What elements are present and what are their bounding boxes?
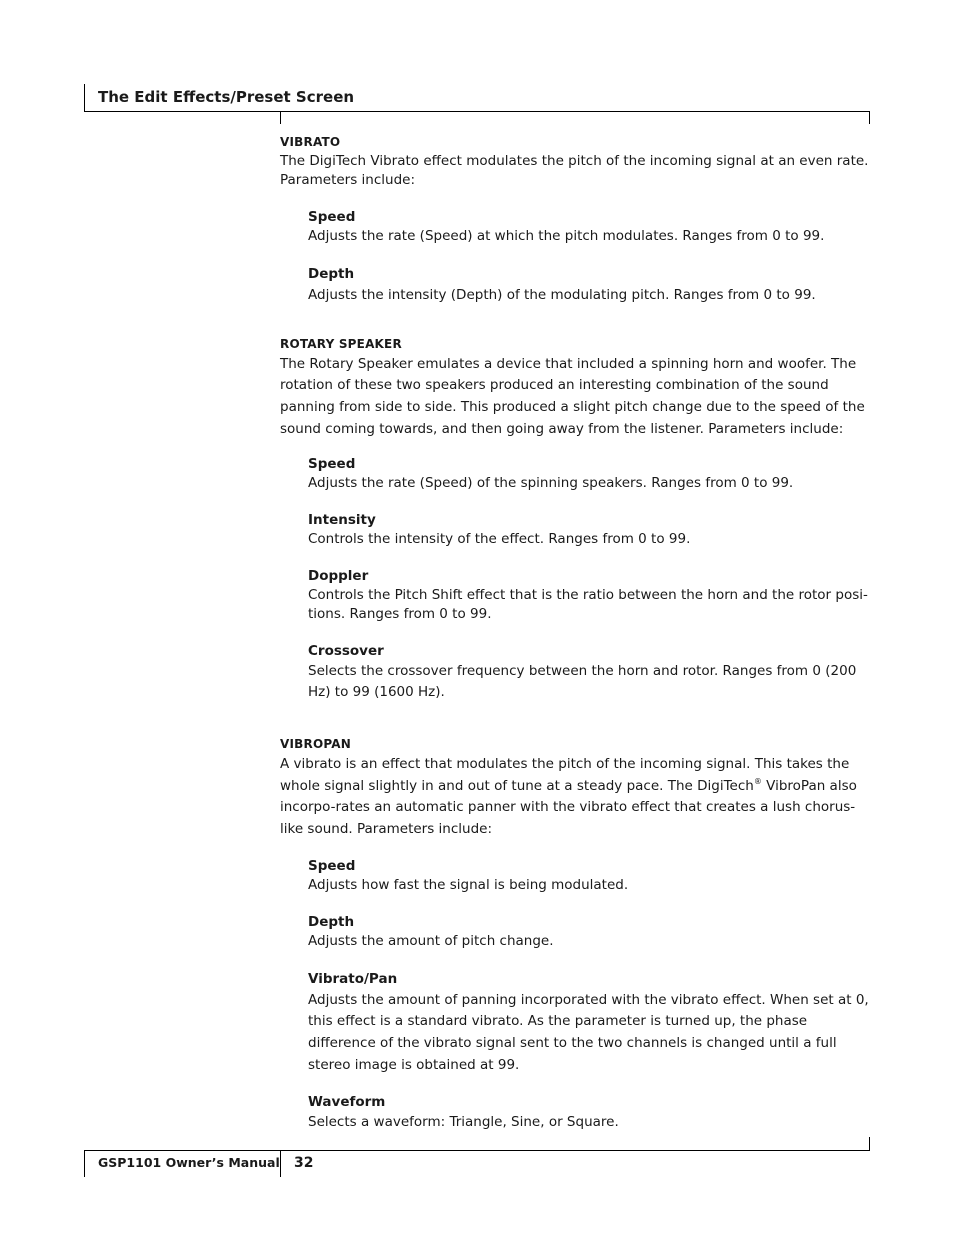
- param-desc: Selects a waveform: Triangle, Sine, or Square.: [308, 1113, 619, 1130]
- intro-text-b: VibroPan also incorpo-rates an automatic panner with the vibrato effect that creates a lush chorus-like sound. Parameters include:: [280, 777, 857, 838]
- param-name: Intensity: [308, 511, 376, 528]
- param-name: Vibrato/Pan: [308, 970, 398, 987]
- registered-mark: ®: [753, 776, 762, 786]
- section-vibrato: [280, 132, 872, 307]
- footer-rule-horizontal: [84, 1150, 870, 1151]
- param-name: Depth: [308, 266, 355, 282]
- param-desc: Adjusts the rate (Speed) of the spinning speakers. Ranges from 0 to 99.: [308, 474, 794, 491]
- param-waveform: [308, 1092, 872, 1132]
- footer-rule-vertical-left: [84, 1150, 85, 1177]
- param-desc: Controls the Pitch Shift effect that is the ratio between the horn and the rotor posi-tions. Ranges from 0 to 99.: [308, 586, 868, 622]
- param-depth: [308, 264, 872, 307]
- section-rotary-speaker: [280, 334, 872, 704]
- page-header-title: The Edit Effects/Preset Screen: [98, 88, 355, 106]
- param-desc: Adjusts the intensity (Depth) of the modulating pitch. Ranges from 0 to 99.: [308, 287, 816, 303]
- param-name: Doppler: [308, 567, 369, 584]
- param-speed: [308, 208, 872, 246]
- intro-text-a: A vibrato is an effect that modulates the pitch of the incoming signal. This takes the whole signal slightly in and out of tune at a steady pace. The DigiTech: [280, 755, 850, 794]
- section-intro: [280, 754, 872, 841]
- section-heading: VIBROPAN: [280, 736, 351, 751]
- param-desc: Controls the intensity of the effect. Ranges from 0 to 99.: [308, 530, 691, 547]
- param-name: Crossover: [308, 642, 384, 659]
- param-doppler: [308, 567, 872, 624]
- param-intensity: [308, 511, 872, 549]
- header-rule-vertical-left: [84, 84, 85, 112]
- param-depth: [308, 913, 872, 951]
- footer-rule-vertical-mid: [280, 1150, 281, 1177]
- param-name: Speed: [308, 857, 356, 874]
- param-speed: [308, 857, 872, 895]
- header-rule-horizontal: [84, 111, 870, 112]
- header-rule-tick-right: [869, 112, 870, 124]
- param-name: Waveform: [308, 1093, 386, 1110]
- section-heading: ROTARY SPEAKER: [280, 336, 402, 351]
- param-desc: Adjusts the rate (Speed) at which the pitch modulates. Ranges from 0 to 99.: [308, 228, 825, 244]
- param-desc: Adjusts how fast the signal is being modulated.: [308, 876, 629, 893]
- section-intro: The DigiTech Vibrato effect modulates the pitch of the incoming signal at an even rate. Parameters include:: [280, 153, 869, 188]
- section-vibropan: [280, 734, 872, 1132]
- param-crossover: [308, 642, 872, 704]
- page-content: [280, 132, 872, 1132]
- param-name: Depth: [308, 913, 355, 930]
- param-name: Speed: [308, 455, 356, 472]
- footer-rule-tick-right: [869, 1137, 870, 1150]
- param-desc: Adjusts the amount of panning incorporated with the vibrato effect. When set at 0, this effect is a standard vibrato. As the parameter is turned up, the phase difference of the vibrato signal sent to the two channels is changed until a full stereo image is obtained at 99.: [308, 991, 869, 1073]
- header-rule-tick-mid: [280, 112, 281, 124]
- footer-manual-title: GSP1101 Owner’s Manual: [98, 1155, 280, 1170]
- param-name: Speed: [308, 209, 356, 225]
- param-desc: Selects the crossover frequency between the horn and rotor. Ranges from 0 (200 Hz) to 99 (1600 Hz).: [308, 662, 857, 701]
- param-speed: [308, 455, 872, 493]
- param-vibrato-pan: [308, 969, 872, 1077]
- param-desc: Adjusts the amount of pitch change.: [308, 932, 554, 949]
- footer-page-number: 32: [294, 1155, 314, 1171]
- section-intro: The Rotary Speaker emulates a device that included a spinning horn and woofer. The rotation of these two speakers produced an interesting combination of the sound panning from side to side. This produced a slight pitch change due to the speed of the sound coming towards, and then going away from the listener. Parameters include:: [280, 355, 865, 437]
- section-heading: VIBRATO: [280, 135, 341, 149]
